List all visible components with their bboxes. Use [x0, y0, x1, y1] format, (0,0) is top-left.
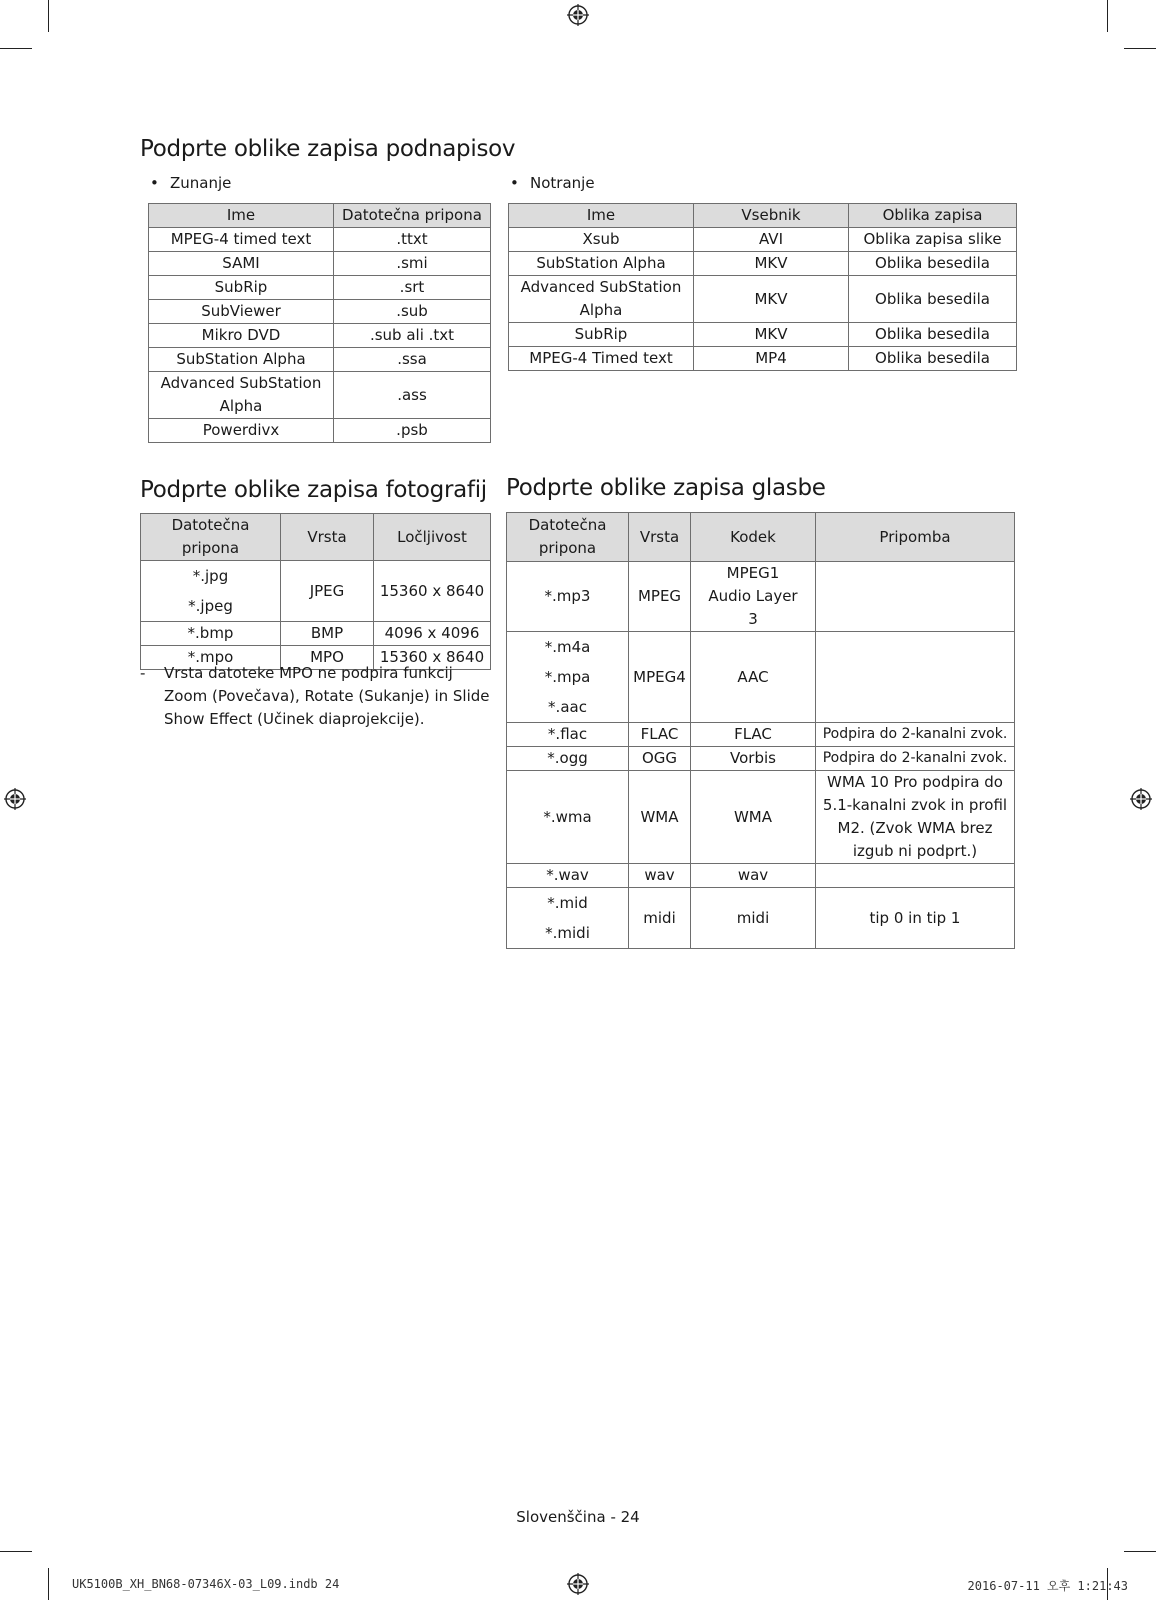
- crop-mark: [48, 0, 49, 32]
- external-subs-label: Zunanje: [170, 174, 232, 192]
- table-cell: Oblika besedila: [849, 276, 1017, 323]
- crop-mark: [1107, 0, 1108, 32]
- table-cell: [141, 561, 281, 622]
- table-row: [509, 347, 1017, 371]
- table-cell: SubViewer: [149, 300, 334, 324]
- table-cell: SubStation Alpha: [509, 252, 694, 276]
- table-cell: SubRip: [509, 323, 694, 347]
- extension-entry: *.jpeg: [188, 597, 233, 615]
- table-row: [149, 324, 491, 348]
- table-cell: [507, 632, 629, 723]
- table-cell: midi: [629, 888, 691, 949]
- table-cell: WMA: [629, 771, 691, 864]
- extension-entry: *.aac: [548, 698, 587, 716]
- table-cell: WMA: [691, 771, 816, 864]
- table-cell: Podpira do 2-kanalni zvok.: [816, 747, 1015, 771]
- music-formats-table: [506, 512, 1015, 949]
- table-cell: MPO: [281, 646, 374, 670]
- table-cell: FLAC: [691, 723, 816, 747]
- column-header: Pripomba: [816, 513, 1015, 562]
- table-header-row: [507, 513, 1015, 562]
- column-header: Datotečna pripona: [507, 513, 629, 562]
- column-header: Datotečna pripona: [334, 204, 491, 228]
- extension-entry: *.m4a: [544, 638, 591, 656]
- note-dash: -: [140, 664, 146, 682]
- registration-mark-icon: [567, 1573, 589, 1595]
- column-header: Ime: [149, 204, 334, 228]
- internal-subtitles-table: [508, 203, 1017, 371]
- registration-mark-icon: [1130, 788, 1152, 810]
- table-cell: .ass: [334, 372, 491, 419]
- table-row: [149, 300, 491, 324]
- table-cell: .smi: [334, 252, 491, 276]
- table-cell: MKV: [694, 323, 849, 347]
- table-cell: MPEG: [629, 562, 691, 632]
- internal-subs-label: Notranje: [530, 174, 595, 192]
- table-cell: 15360 x 8640: [374, 646, 491, 670]
- table-cell: MPEG-4 Timed text: [509, 347, 694, 371]
- table-row: [507, 771, 1015, 864]
- table-row: [141, 561, 491, 622]
- column-header: Ločljivost: [374, 514, 491, 561]
- table-cell: AVI: [694, 228, 849, 252]
- table-header-row: [509, 204, 1017, 228]
- photo-formats-table: [140, 513, 491, 670]
- table-row: [509, 323, 1017, 347]
- registration-mark-icon: [4, 788, 26, 810]
- table-row: [507, 747, 1015, 771]
- table-cell: *.wma: [507, 771, 629, 864]
- music-section-title: Podprte oblike zapisa glasbe: [506, 475, 826, 501]
- extension-entry: *.midi: [545, 924, 590, 942]
- table-cell: Oblika besedila: [849, 323, 1017, 347]
- table-cell: JPEG: [281, 561, 374, 622]
- print-slug-right: 2016-07-11 오후 1:21:43: [967, 1579, 1128, 1593]
- table-cell: Vorbis: [691, 747, 816, 771]
- table-cell: Oblika zapisa slike: [849, 228, 1017, 252]
- table-cell: .psb: [334, 419, 491, 443]
- table-cell: SAMI: [149, 252, 334, 276]
- column-header: Vrsta: [281, 514, 374, 561]
- column-header: Datotečna pripona: [141, 514, 281, 561]
- table-row: [149, 372, 491, 419]
- table-cell: FLAC: [629, 723, 691, 747]
- table-header-row: [149, 204, 491, 228]
- table-cell: SubStation Alpha: [149, 348, 334, 372]
- subtitles-section-title: Podprte oblike zapisa podnapisov: [140, 136, 516, 162]
- table-cell: WMA 10 Pro podpira do 5.1-kanalni zvok in profil M2. (Zvok WMA brez izgub ni podprt.): [816, 771, 1015, 864]
- table-row: [509, 252, 1017, 276]
- table-cell: AAC: [691, 632, 816, 723]
- table-row: [507, 723, 1015, 747]
- print-slug-left: UK5100B_XH_BN68-07346X-03_L09.indb 24: [72, 1577, 340, 1591]
- table-row: [509, 228, 1017, 252]
- table-cell: .ssa: [334, 348, 491, 372]
- table-cell: BMP: [281, 622, 374, 646]
- table-cell: SubRip: [149, 276, 334, 300]
- mpo-note: [140, 662, 492, 731]
- table-cell: *.mp3: [507, 562, 629, 632]
- table-row: [507, 864, 1015, 888]
- page-number: Slovenščina - 24: [516, 1508, 640, 1526]
- table-cell: Powerdivx: [149, 419, 334, 443]
- table-cell: *.mpo: [141, 646, 281, 670]
- external-subs-bullet: • Zunanje: [150, 174, 232, 192]
- table-row: [507, 888, 1015, 949]
- table-cell: *.bmp: [141, 622, 281, 646]
- extension-entry: *.mpa: [544, 668, 591, 686]
- table-row: [507, 632, 1015, 723]
- table-cell: Podpira do 2-kanalni zvok.: [816, 723, 1015, 747]
- table-row: [149, 419, 491, 443]
- table-cell: [816, 562, 1015, 632]
- column-header: Kodek: [691, 513, 816, 562]
- extension-entry: *.jpg: [192, 567, 229, 585]
- table-row: [507, 562, 1015, 632]
- column-header: Vrsta: [629, 513, 691, 562]
- table-cell: MKV: [694, 276, 849, 323]
- table-cell: .ttxt: [334, 228, 491, 252]
- table-cell: wav: [691, 864, 816, 888]
- table-cell: Xsub: [509, 228, 694, 252]
- table-row: [149, 228, 491, 252]
- photos-section-title: Podprte oblike zapisa fotografij: [140, 477, 487, 503]
- crop-mark: [0, 1551, 32, 1552]
- crop-mark: [0, 48, 32, 49]
- table-cell: [507, 888, 629, 949]
- crop-mark: [1124, 1551, 1156, 1552]
- table-cell: Advanced SubStation Alpha: [149, 372, 334, 419]
- mpo-note-text: Vrsta datoteke MPO ne podpira funkcij Zoom (Povečava), Rotate (Sukanje) in Slide Show Effect (Učinek diaprojekcije).: [164, 664, 490, 728]
- table-cell: OGG: [629, 747, 691, 771]
- column-header: Ime: [509, 204, 694, 228]
- column-header: Vsebnik: [694, 204, 849, 228]
- crop-mark: [48, 1568, 49, 1600]
- table-row: [149, 276, 491, 300]
- table-cell: Advanced SubStation Alpha: [509, 276, 694, 323]
- table-cell: MPEG-4 timed text: [149, 228, 334, 252]
- table-cell: [816, 632, 1015, 723]
- table-row: [149, 348, 491, 372]
- table-cell: *.flac: [507, 723, 629, 747]
- crop-mark: [1124, 48, 1156, 49]
- table-cell: Mikro DVD: [149, 324, 334, 348]
- table-row: [149, 252, 491, 276]
- table-cell: .sub ali .txt: [334, 324, 491, 348]
- table-header-row: [141, 514, 491, 561]
- table-cell: MPEG1 Audio Layer 3: [691, 562, 816, 632]
- table-cell: 15360 x 8640: [374, 561, 491, 622]
- table-cell: tip 0 in tip 1: [816, 888, 1015, 949]
- table-cell: *.ogg: [507, 747, 629, 771]
- table-cell: .sub: [334, 300, 491, 324]
- table-row: [509, 276, 1017, 323]
- extension-entry: *.mid: [547, 894, 588, 912]
- table-row: [141, 622, 491, 646]
- table-cell: MKV: [694, 252, 849, 276]
- table-cell: midi: [691, 888, 816, 949]
- column-header: Oblika zapisa: [849, 204, 1017, 228]
- registration-mark-icon: [567, 4, 589, 26]
- table-cell: MPEG4: [629, 632, 691, 723]
- table-cell: Oblika besedila: [849, 252, 1017, 276]
- table-cell: Oblika besedila: [849, 347, 1017, 371]
- table-cell: wav: [629, 864, 691, 888]
- internal-subs-bullet: • Notranje: [510, 174, 595, 192]
- table-cell: .srt: [334, 276, 491, 300]
- external-subtitles-table: [148, 203, 491, 443]
- table-cell: 4096 x 4096: [374, 622, 491, 646]
- table-cell: [816, 864, 1015, 888]
- table-cell: MP4: [694, 347, 849, 371]
- table-cell: *.wav: [507, 864, 629, 888]
